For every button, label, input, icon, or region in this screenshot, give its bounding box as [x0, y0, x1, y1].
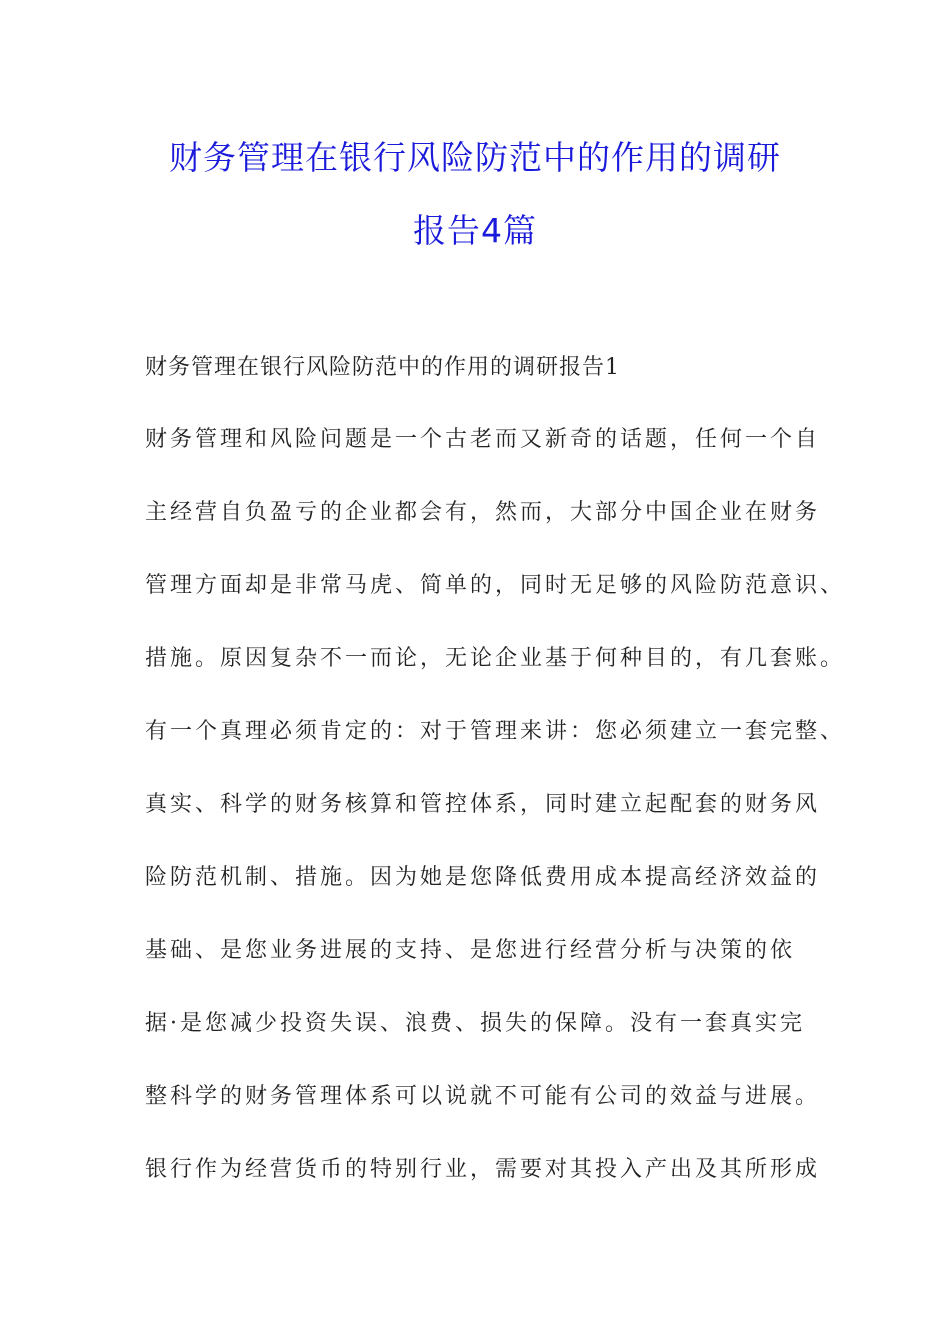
document-title-line-2: 报告4篇 — [413, 211, 537, 250]
paragraph-line: 整科学的财务管理体系可以说就不可能有公司的效益与进展。 — [145, 1084, 821, 1109]
paragraph-line: 主经营自负盈亏的企业都会有，然而，大部分中国企业在财务 — [145, 500, 821, 525]
paragraph-line: 基础、是您业务进展的支持、是您进行经营分析与决策的依 — [145, 938, 796, 963]
paragraph-line: 银行作为经营货币的特别行业，需要对其投入产出及其所形成 — [145, 1157, 821, 1182]
paragraph-line: 措施。原因复杂不一而论，无论企业基于何种目的，有几套账。 — [145, 646, 846, 671]
paragraph-line: 财务管理和风险问题是一个古老而又新奇的话题，任何一个自 — [145, 427, 821, 452]
paragraph-line: 管理方面却是非常马虎、简单的，同时无足够的风险防范意识、 — [145, 573, 846, 598]
document-title-line-1: 财务管理在银行风险防范中的作用的调研 — [169, 138, 781, 177]
paragraph-line: 真实、科学的财务核算和管控体系，同时建立起配套的财务风 — [145, 792, 821, 817]
paragraph-line: 险防范机制、措施。因为她是您降低费用成本提高经济效益的 — [145, 865, 821, 890]
section-heading: 财务管理在银行风险防范中的作用的调研报告1 — [145, 355, 620, 380]
paragraph-line: 据·是您减少投资失误、浪费、损失的保障。没有一套真实完 — [145, 1011, 805, 1036]
paragraph-line: 有一个真理必须肯定的：对于管理来讲：您必须建立一套完整、 — [145, 719, 846, 744]
